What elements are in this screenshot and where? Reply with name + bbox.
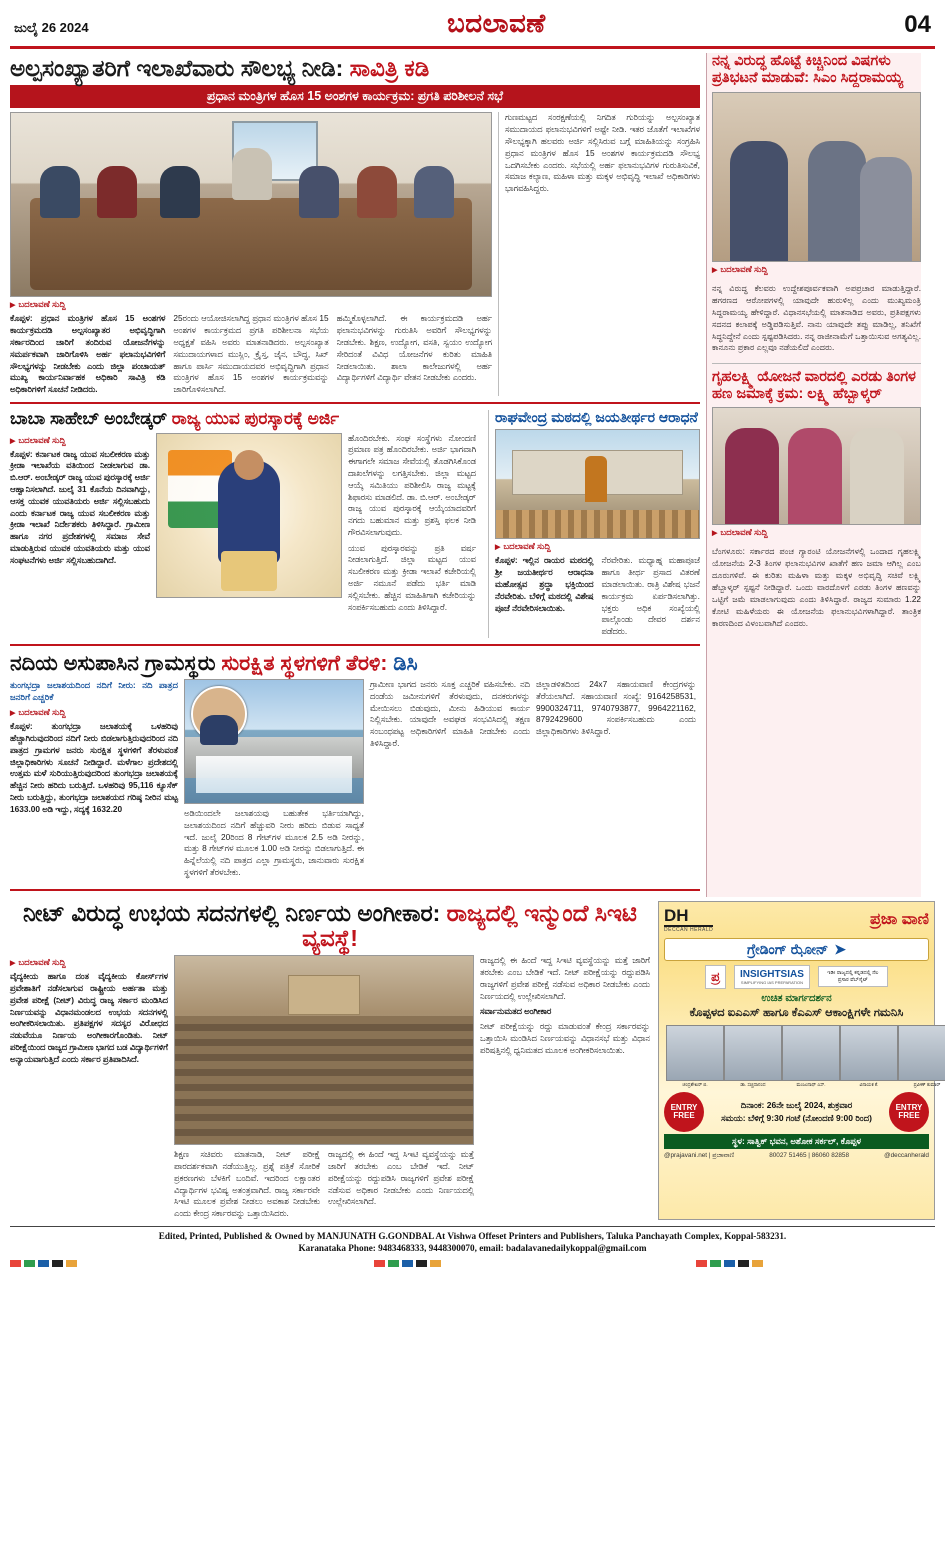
footer-line-2: Karanataka Phone: 9483468333, 9448300070, email: badalavanedailykoppal@gmail.com	[298, 1243, 647, 1254]
neet-story	[10, 901, 650, 1220]
speaker-photo	[666, 1025, 724, 1081]
ad-free-guidance: ಉಚಿತ ಮಾರ್ಗದರ್ಶನ	[761, 992, 832, 1004]
speaker-name: ಡಾ. ಸಚ್ಚಿದಾನಂದ	[740, 1081, 766, 1087]
rail-divider	[712, 363, 921, 364]
lead-headline-part2: ಸಾವಿತ್ರಿ ಕಡಿ	[349, 55, 430, 81]
dam-deck: ತುಂಗಭದ್ರಾ ಜಲಾಶಯದಿಂದ ನದಿಗೆ ನೀರು: ನದಿ ಪಾತ್ರದ ಜನರಿಗೆ ಎಚ್ಚರಿಕೆ	[10, 679, 178, 703]
neet-col1: ವೈದ್ಯಕೀಯ ಹಾಗೂ ದಂತ ವೈದ್ಯಕೀಯ ಕೋರ್ಸ್‌ಗಳ ಪ್ರವೇಶಾತಿಗೆ ನಡೆಸಲಾಗುವ ರಾಷ್ಟ್ರೀಯ ಅರ್ಹತಾ ಮತ್ತು ಪ್ರವೇಶ ಪರೀಕ್ಷೆ (ನೀಟ್) ವಿರುದ್ಧ ರಾಜ್ಯ ಸರ್ಕಾರ ಮಂಡಿಸಿದ ನಿರ್ಣಯವನ್ನು ವಿಧಾನಮಂಡಲದ ಉಭಯ ಸದನಗಳಲ್ಲಿ ಅಂಗೀಕರಿಸಲಾಯಿತು. ಪ್ರತಿಪಕ್ಷಗಳ ಸದಸ್ಯರ ವಿರೋಧದ ನಡುವೆಯೂ ನಿರ್ಣಯ ಅಂಗೀಕಾರಗೊಂಡಿತು. ನೀಟ್ ಪರೀಕ್ಷೆಯಿಂದ ರಾಜ್ಯದ ಗ್ರಾಮೀಣ ಭಾಗದ ಬಡ ವಿದ್ಯಾರ್ಥಿಗಳಿಗೆ ಅನ್ಯಾಯವಾಗುತ್ತಿದೆ ಎಂದು ಸರ್ಕಾರ ಪ್ರತಿಪಾದಿಸಿದೆ.	[10, 971, 168, 1064]
neet-subhead: ಸರ್ವಾನುಮತದ ಅಂಗೀಕಾರ	[480, 1006, 552, 1017]
masthead	[10, 6, 935, 46]
insights-logo: INSIGHTSIAS SIMPLIFYING IAS PREPARATION	[734, 965, 810, 989]
ambedkar-face	[234, 450, 264, 480]
ad-logo-row	[664, 965, 929, 989]
page-number: 04	[904, 11, 931, 38]
temple-headline: ರಾಘವೇಂದ್ರ ಮಠದಲ್ಲಿ ಜಯತೀರ್ಥರ ಆರಾಧನೆ	[495, 408, 698, 425]
lead-photo	[10, 112, 492, 297]
ambedkar-story	[10, 410, 482, 638]
ambedkar-col2: ಹೊಂದಿರಬೇಕು. ಸಂಘ ಸಂಸ್ಥೆಗಳು ನೋಂದಣಿ ಪ್ರಮಾಣ ಪತ್ರ ಹೊಂದಿರಬೇಕು. ಅರ್ಜಿ ಭಾಗವಾಗಿ ಈಗಾಗಲೇ ಸಮಾಜ ಸೇವೆಯಲ್ಲಿ ತೊಡಗಿಸಿಕೊಂಡ ದಾಖಲೆಗಳನ್ನು ಲಗತ್ತಿಸಬೇಕು. ಜಿಲ್ಲಾ ಮಟ್ಟದ ಆಯ್ಕೆ ಸಮಿತಿಯು ಪರಿಶೀಲಿಸಿ ರಾಜ್ಯ ಮಟ್ಟಕ್ಕೆ ಶಿಫಾರಸು ಮಾಡಲಿದೆ. ಡಾ. ಬಿ.ಆರ್. ಅಂಬೇಡ್ಕರ್ ರಾಜ್ಯ ಯುವ ಪುರಸ್ಕಾರಕ್ಕೆ ಆಯ್ಕೆಯಾದವರಿಗೆ ನಗದು ಬಹುಮಾನ ಮತ್ತು ಪ್ರಶಸ್ತಿ ಫಲಕ ನೀಡಿ ಗೌರವಿಸಲಾಗುವುದು. ಯುವ ಪುರಸ್ಕಾರವನ್ನು ಪ್ರತಿ ವರ್ಷ ನೀಡಲಾಗುತ್ತಿದೆ. ಜಿಲ್ಲಾ ಮಟ್ಟದ ಯುವ ಸಬಲೀಕರಣ ಮತ್ತು ಕ್ರೀಡಾ ಇಲಾಖೆ ಕಚೇರಿಯಲ್ಲಿ ಅರ್ಜಿ ನಮೂನೆ ಪಡೆದು ಭರ್ತಿ ಮಾಡಿ ಸಲ್ಲಿಸಬೇಕು. ಹೆಚ್ಚಿನ ಮಾಹಿತಿಗಾಗಿ ಕಚೇರಿಯನ್ನು ಸಂಪರ್ಕಿಸಬಹುದು ಎಂದು ತಿಳಿಸಿದ್ದಾರೆ.	[348, 432, 476, 612]
assembly-photo	[174, 955, 474, 1145]
speaker-podium	[288, 975, 360, 1015]
speaker-name: ಚಂದ್ರಶೇಖರ್ ಬಿ.	[682, 1081, 708, 1087]
grading-zone-banner	[664, 938, 929, 961]
grading-zone-label: ಗ್ರೇಡಿಂಗ್ ಝೋನ್	[746, 940, 829, 957]
dam-water-spray	[196, 756, 353, 793]
temple-story	[488, 410, 700, 638]
neet-headline-part3: ರಾಜ್ಯದಲ್ಲಿ ಇನ್ಮುಂದೆ ಸಿಇಟಿ ವ್ಯವಸ್ಥೆ!	[302, 899, 637, 951]
lead-body-right: ಗುಣಮಟ್ಟದ ಸಂರಕ್ಷಣೆಯಲ್ಲಿ ನಿಗದಿತ ಗುರಿಯನ್ನು ಅಲ್ಪಸಂಖ್ಯಾತ ಸಮುದಾಯದ ಫಲಾನುಭವಿಗಳಿಗೆ ಅಷ್ಟೇ ನೀಡಿ. ಇತರ ಜೊತೆಗೆ ಇಲಾಖೆಗಳ ಸೌಲಭ್ಯಕ್ಕಾಗಿ ಹಲವರು ಅರ್ಜಿ ಸಲ್ಲಿಸಿರುವ ಬಗ್ಗೆ ಮಾಹಿತಿಯನ್ನು ಸಂಗ್ರಹಿಸಿ ಪ್ರಧಾನ ಮಂತ್ರಿಗಳ ಹೊಸ 15 ಅಂಶಗಳ ಕಾರ್ಯಕ್ರಮದಡಿ ಸೌಲಭ್ಯ ಒದಗಿಸಬೇಕು ಎಂದರು. ಸಭೆಯಲ್ಲಿ ಅರ್ಹ ಫಲಾನುಭವಿಗಳ ಗುರುತಿಸುವಿಕೆ, ಸಮಾಜ ಕಲ್ಯಾಣ, ಮಹಿಳಾ ಮತ್ತು ಮಕ್ಕಳ ಅಭಿವೃದ್ಧಿ ಇಲಾಖೆ ಅಧಿಕಾರಿಗಳು ಭಾಗವಹಿಸಿದ್ದರು.	[505, 112, 700, 194]
entry-free-badge-right: ENTRY FREE	[889, 1092, 929, 1132]
emblem-graphic	[221, 551, 277, 591]
dam-story	[10, 652, 700, 883]
rail-body-1: ನನ್ನ ವಿರುದ್ಧ ಕೆಲವರು ಉದ್ದೇಶಪೂರ್ವಕವಾಗಿ ಅಪಪ್ರಚಾರ ಮಾಡುತ್ತಿದ್ದಾರೆ. ಹಗರಣದ ಆರೋಪಗಳಲ್ಲಿ ಯಾವುದೇ ಹುರುಳಿಲ್ಲ ಎಂದು ಮುಖ್ಯಮಂತ್ರಿ ಸಿದ್ದರಾಮಯ್ಯ ಹೇಳಿದ್ದಾರೆ. ವಿಧಾನಸಭೆಯಲ್ಲಿ ಮಾತನಾಡಿದ ಅವರು, ಪ್ರತಿಪಕ್ಷಗಳು ಸದನದ ಕಲಾಪಕ್ಕೆ ಅಡ್ಡಿಪಡಿಸುತ್ತಿವೆ. ನಾನು ಯಾವುದೇ ತಪ್ಪು ಮಾಡಿಲ್ಲ, ತನಿಖೆಗೆ ಸಿದ್ಧನಿದ್ದೇನೆ ಎಂದು ಸ್ಪಷ್ಟಪಡಿಸಿದರು. ನನ್ನ ರಾಜೀನಾಮೆಗೆ ಒತ್ತಾಯಿಸುವ ಅಗತ್ಯವಿಲ್ಲ. ಕಾನೂನು ಪ್ರಕಾರ ಎಲ್ಲವೂ ನಡೆಯಲಿದೆ ಎಂದರು.	[712, 283, 921, 353]
ad-contact-right: @deccanherald	[884, 1152, 929, 1160]
neet-caption: ▶ ಬದಲಾವಣೆ ಸುದ್ದಿ	[10, 957, 168, 968]
entry-free-badge-left: ENTRY FREE	[664, 1092, 704, 1132]
rail-photo-1	[712, 92, 921, 262]
neet-headline	[10, 901, 650, 952]
dam-caption: ▶ ಬದಲಾವಣೆ ಸುದ್ದಿ	[10, 707, 178, 718]
ad-contact-left: @prajavani.net | ಪ್ರಜಾವಾಣಿ	[664, 1152, 735, 1160]
dam-photo	[184, 679, 364, 804]
section-divider-1	[10, 402, 700, 404]
speaker-photo	[898, 1025, 945, 1081]
page-columns	[10, 53, 935, 897]
rail-story-gruhalakshmi	[712, 369, 921, 630]
ad-main-line: ಕೊಪ್ಪಳದ ಐಎಎಸ್ ಹಾಗೂ ಕೆಎಎಸ್ ಆಕಾಂಕ್ಷಿಗಳೇ ಗಮನಿಸಿ	[689, 1006, 904, 1019]
dam-headline-part1: ನದಿಯ ಅಸುಪಾಸಿನ ಗ್ರಾಮಸ್ಥರು	[10, 651, 216, 675]
secondary-row	[10, 410, 700, 638]
deccan-herald-subtext: DECCAN HERALD	[664, 926, 714, 933]
dam-headline-part3: ಡಿಸಿ	[393, 651, 418, 675]
ambedkar-headline-part1: ಬಾಬಾ ಸಾಹೇಬ್ ಅಂಬೇಡ್ಕರ್	[10, 408, 168, 428]
speaker-item	[898, 1025, 945, 1088]
ambedkar-headline	[10, 410, 482, 429]
temple-body: ಕೊಪ್ಪಳ: ಇಲ್ಲಿನ ರಾಯರ ಮಠದಲ್ಲಿ ಶ್ರೀ ಜಯತೀರ್ಥರ ಆರಾಧನಾ ಮಹೋತ್ಸವ ಶ್ರದ್ಧಾ ಭಕ್ತಿಯಿಂದ ನೆರವೇರಿತು. ಬೆಳಿಗ್ಗೆ ಮಠದಲ್ಲಿ ವಿಶೇಷ ಪೂಜೆ ನೆರವೇರಿಸಲಾಯಿತು. ನೆರವೇರಿತು. ಮಧ್ಯಾಹ್ನ ಮಹಾಪೂಜೆ ಹಾಗೂ ತೀರ್ಥ ಪ್ರಸಾದ ವಿತರಣೆ ಮಾಡಲಾಯಿತು. ರಾತ್ರಿ ವಿಶೇಷ ಭಜನೆ ಕಾರ್ಯಕ್ರಮ ಏರ್ಪಡಿಸಲಾಗಿತ್ತು. ಭಕ್ತರು ಅಧಿಕ ಸಂಖ್ಯೆಯಲ್ಲಿ ಪಾಲ್ಗೊಂಡು ದೇವರ ದರ್ಶನ ಪಡೆದರು.	[495, 555, 700, 637]
deccan-herald-logo: DH	[664, 907, 713, 927]
dam-headline	[10, 652, 700, 675]
right-rail	[706, 53, 921, 897]
lead-headline	[10, 55, 700, 81]
speaker-item	[666, 1025, 724, 1088]
advertisement[interactable]	[658, 901, 941, 1220]
chariot-graphic	[585, 456, 607, 502]
ad-time: ಸಮಯ: ಬೆಳಿಗ್ಗೆ 9:30 ಗಂಟೆ (ನೋಂದಣಿ 9:00 ರಿಂದ)	[721, 1113, 872, 1124]
dam-headline-part2: ಸುರಕ್ಷಿತ ಸ್ಥಳಗಳಿಗೆ ತೆರಳಿ:	[221, 651, 388, 675]
print-registration-marks	[10, 1260, 935, 1271]
speaker-photo	[840, 1025, 898, 1081]
section-divider-3	[10, 889, 700, 891]
ad-contact-phone: 80027 51465 | 86060 82858	[769, 1152, 850, 1160]
neet-headline-part2: ಅಂಗೀಕಾರ:	[357, 899, 441, 926]
ambedkar-col1: ಕೊಪ್ಪಳ: ಕರ್ನಾಟಕ ರಾಜ್ಯ ಯುವ ಸಬಲೀಕರಣ ಮತ್ತು ಕ್ರೀಡಾ ಇಲಾಖೆಯ ವತಿಯಿಂದ ನೀಡಲಾಗುವ ಡಾ. ಬಿ.ಆರ್. ಅಂಬೇಡ್ಕರ್ ರಾಜ್ಯ ಯುವ ಪುರಸ್ಕಾರಕ್ಕೆ ಅರ್ಜಿ ಆಹ್ವಾನಿಸಲಾಗಿದೆ. ಜುಲೈ 31 ಕೊನೆಯ ದಿನವಾಗಿದ್ದು, ಆಸಕ್ತ ಯುವಕ ಯುವತಿಯರು ಅರ್ಜಿ ಸಲ್ಲಿಸಬಹುದು ಎಂದು ಕರ್ನಾಟಕ ರಾಜ್ಯ ಯುವ ಸಬಲೀಕರಣ ಮತ್ತು ಕ್ರೀಡಾ ಇಲಾಖೆ ನಿರ್ದೇಶಕರು ತಿಳಿಸಿದ್ದಾರೆ. ಗ್ರಾಮೀಣ ಹಾಗೂ ನಗರ ಪ್ರದೇಶಗಳಲ್ಲಿ ಸಮಾಜ ಸೇವೆ ಮಾಡುತ್ತಿರುವ ಯುವಕ ಯುವತಿಯರು ಮತ್ತು ಯುವ ಸಂಘಟನೆಗಳು ಅರ್ಜಿ ಸಲ್ಲಿಸಬಹುದಾಗಿದೆ.	[10, 448, 150, 565]
main-content	[10, 53, 700, 897]
newspaper-title: ಬದಲಾವಣೆ	[447, 8, 546, 38]
arrow-right-icon: ➤	[834, 940, 847, 957]
crowd-graphic	[496, 510, 699, 538]
speaker-item	[840, 1025, 898, 1088]
speaker-faces	[666, 1025, 941, 1088]
speaker-name: ಪ್ರವೀಣ್ ಕುಮಾರ್	[913, 1081, 941, 1087]
assembly-benches	[175, 1016, 473, 1144]
speaker-item	[782, 1025, 840, 1088]
ad-header	[664, 907, 929, 933]
rail-caption-1: ▶ ಬದಲಾವಣೆ ಸುದ್ದಿ	[712, 264, 921, 275]
speaker-photo	[782, 1025, 840, 1081]
lead-body-left: ಕೊಪ್ಪಳ: ಪ್ರಧಾನ ಮಂತ್ರಿಗಳ ಹೊಸ 15 ಅಂಶಗಳ ಕಾರ್ಯಕ್ರಮದಡಿ ಅಲ್ಪಸಂಖ್ಯಾತರ ಅಭಿವೃದ್ಧಿಗಾಗಿ ಸರ್ಕಾರದಿಂದ ಜಾರಿಗೆ ತಂದಿರುವ ಯೋಜನೆಗಳನ್ನು ಸಮರ್ಪಕವಾಗಿ ಜಾರಿಗೊಳಿಸಿ ಅರ್ಹ ಫಲಾನುಭವಿಗಳಿಗೆ ಸೌಲಭ್ಯಗಳನ್ನು ನೀಡಬೇಕು ಎಂದು ಜಿಲ್ಲಾ ಪಂಚಾಯತ್ ಮುಖ್ಯ ಕಾರ್ಯನಿರ್ವಾಹಕ ಅಧಿಕಾರಿ ಸಾವಿತ್ರಿ ಕಡಿ ಅಧಿಕಾರಿಗಳಿಗೆ ಸೂಚನೆ ನೀಡಿದರು. 25ರಂದು ಆಯೋಜಿಸಲಾಗಿದ್ದ ಪ್ರಧಾನ ಮಂತ್ರಿಗಳ ಹೊಸ 15 ಅಂಶಗಳ ಕಾರ್ಯಕ್ರಮದ ಪ್ರಗತಿ ಪರಿಶೀಲನಾ ಸಭೆಯ ಅಧ್ಯಕ್ಷತೆ ವಹಿಸಿ ಅವರು ಮಾತನಾಡಿದರು. ಅಲ್ಪಸಂಖ್ಯಾತ ಸಮುದಾಯಗಳಾದ ಮುಸ್ಲಿಂ, ಕ್ರೈಸ್ತ, ಜೈನ, ಬೌದ್ಧ, ಸಿಖ್ ಹಾಗೂ ಪಾರ್ಸಿ ಸಮುದಾಯದವರ ಅಭಿವೃದ್ಧಿಗಾಗಿ ಪ್ರಧಾನ ಮಂತ್ರಿಗಳ ಹೊಸ 15 ಅಂಶಗಳ ಕಾರ್ಯಕ್ರಮವನ್ನು ಜಾರಿಗೊಳಿಸಲಾಗಿದೆ. ಹಮ್ಮಿಕೊಳ್ಳಲಾಗಿದೆ. ಈ ಕಾರ್ಯಕ್ರಮದಡಿ ಅರ್ಹ ಫಲಾನುಭವಿಗಳನ್ನು ಗುರುತಿಸಿ ಅವರಿಗೆ ಸೌಲಭ್ಯಗಳನ್ನು ನೀಡಬೇಕು. ಶಿಕ್ಷಣ, ಉದ್ಯೋಗ, ವಸತಿ, ಸ್ವಯಂ ಉದ್ಯೋಗ ಸೇರಿದಂತೆ ವಿವಿಧ ಯೋಜನೆಗಳ ಕುರಿತು ಮಾಹಿತಿ ನೀಡಲಾಯಿತು. ಶಾಲಾ ಕಾಲೇಜುಗಳಲ್ಲಿ ಅರ್ಹ ವಿದ್ಯಾರ್ಥಿಗಳಿಗೆ ವಿದ್ಯಾರ್ಥಿ ವೇತನ ನೀಡಬೇಕು ಎಂದರು.	[10, 313, 492, 395]
rail-caption-2: ▶ ಬದಲಾವಣೆ ಸುದ್ದಿ	[712, 527, 921, 538]
neet-col4: ನೀಟ್ ಪರೀಕ್ಷೆಯನ್ನು ರದ್ದು ಮಾಡುವಂತೆ ಕೇಂದ್ರ ಸರ್ಕಾರವನ್ನು ಒತ್ತಾಯಿಸಿ ಮಂಡಿಸಿದ ನಿರ್ಣಯವನ್ನು ವಿಧಾನಸಭೆ ಮತ್ತು ವಿಧಾನ ಪರಿಷತ್ತಿನಲ್ಲಿ ಧ್ವನಿಮತದ ಮೂಲಕ ಅಂಗೀಕರಿಸಲಾಯಿತು.	[480, 1021, 650, 1055]
kannada-note: ಇಡೀ ರಾಜ್ಯದಲ್ಲಿ ಕನ್ನಡದಲ್ಲಿ ನೆಲ ಪ್ರಸಾರ ವೆಬ್‌ಸೈಟ್	[818, 966, 888, 988]
rail-headline-2: ಗೃಹಲಕ್ಷ್ಮಿ ಯೋಜನೆ ವಾರದಲ್ಲಿ ಎರಡು ತಿಂಗಳ ಹಣ ಜಮಾಕ್ಕೆ ಕ್ರಮ: ಲಕ್ಷ್ಮಿ ಹೆಬ್ಬಾಳ್ಕರ್	[712, 368, 916, 402]
ambedkar-caption: ▶ ಬದಲಾವಣೆ ಸುದ್ದಿ	[10, 435, 150, 446]
ambedkar-headline-part2: ರಾಜ್ಯ ಯುವ ಪುರಸ್ಕಾರಕ್ಕೆ ಅರ್ಜಿ	[171, 408, 340, 428]
rail-headline-1: ನನ್ನ ವಿರುದ್ಧ ಹೊಟ್ಟೆ ಕಿಚ್ಚಿನಿಂದ ವಿಷಗಳು ಪ್ರತಿಭಟನೆ ಮಾಡುವೆ: ಸಿಎಂ ಸಿದ್ದರಾಮಯ್ಯ	[712, 53, 904, 87]
temple-caption: ▶ ಬದಲಾವಣೆ ಸುದ್ದಿ	[495, 541, 700, 552]
neet-col3: ರಾಜ್ಯದಲ್ಲಿ ಈ ಹಿಂದೆ ಇದ್ದ ಸಿಇಟಿ ವ್ಯವಸ್ಥೆಯನ್ನು ಮತ್ತೆ ಜಾರಿಗೆ ತರಬೇಕು ಎಂಬ ಬೇಡಿಕೆ ಇದೆ. ನೀಟ್ ಪರೀಕ್ಷೆಯನ್ನು ರದ್ದುಪಡಿಸಿ ರಾಜ್ಯಗಳಿಗೆ ಪ್ರವೇಶ ಪರೀಕ್ಷೆ ನಡೆಸುವ ಅಧಿಕಾರ ನೀಡಬೇಕು ಎಂದು ನಿರ್ಣಯದಲ್ಲಿ ಉಲ್ಲೇಖಿಸಲಾಗಿದೆ.	[480, 955, 650, 1001]
lead-subbar: ಪ್ರಧಾನ ಮಂತ್ರಿಗಳ ಹೊಸ 15 ಅಂಶಗಳ ಕಾರ್ಯಕ್ರಮ: ಪ್ರಗತಿ ಪರಿಶೀಲನೆ ಸಭೆ	[10, 85, 700, 108]
speaker-photo	[724, 1025, 782, 1081]
lead-story	[10, 55, 700, 396]
bottom-row	[10, 899, 941, 1220]
speaker-name: ಮಂಜುನಾಥ್ ಎಸ್.	[796, 1081, 826, 1087]
masthead-divider	[10, 46, 935, 49]
lead-headline-part1: ಅಲ್ಪಸಂಖ್ಯಾತರಿಗೆ ಇಲಾಖೆವಾರು ಸೌಲಭ್ಯ ನೀಡಿ:	[10, 55, 344, 81]
ad-venue: ಸ್ಥಳ: ಸಾತ್ವಿಕ್ ಭವನ, ಅಶೋಕ ಸರ್ಕಲ್, ಕೊಪ್ಪಳ	[664, 1134, 929, 1149]
ad-date: ದಿನಾಂಕ: 26ನೇ ಜುಲೈ 2024, ಶುಕ್ರವಾರ	[740, 1100, 853, 1111]
dam-col2: ಅಡಿಯಿಂದಲೇ ಜಲಾಶಯವು ಬಹುತೇಕ ಭರ್ತಿಯಾಗಿದ್ದು, ಜಲಾಶಯದಿಂದ ನದಿಗೆ ಹೆಚ್ಚುವರಿ ನೀರು ಹರಿದು ಬಿಡುವ ಸಾಧ್ಯತೆ ಇದೆ. ಜುಲೈ 20ರಿಂದ 8 ಗೇಟ್‌ಗಳ ಮೂಲಕ 2.5 ಅಡಿ ನೀರನ್ನು, ಮತ್ತು 8 ಗೇಟ್‌ಗಳ ಮೂಲಕ 1.00 ಅಡಿ ನೀರನ್ನು ಬಿಡಲಾಗುತ್ತಿದೆ. ಈ ಹಿನ್ನೆಲೆಯಲ್ಲಿ ನದಿ ಪಾತ್ರದ ಎಲ್ಲಾ ಗ್ರಾಮಸ್ಥರು, ಜಾನುವಾರು ಸುರಕ್ಷಿತ ಸ್ಥಳಗಳಿಗೆ ತೆರಳಬೇಕು.	[184, 807, 364, 877]
rail-story-cm	[712, 53, 921, 354]
prajavani-logo: ಪ್ರಜಾ ವಾಣಿ	[869, 910, 929, 928]
official-portrait-inset	[191, 686, 247, 742]
dam-col4: ಜಿಲ್ಲಾಡಳಿತದಿಂದ 24x7 ಸಹಾಯವಾಣಿ ಕೇಂದ್ರಗಳನ್ನು ತೆರೆಯಲಾಗಿದೆ. ಸಹಾಯವಾಣಿ ಸಂಖ್ಯೆ: 9164258531, 9900324711, 9740793877, 9964221162, 8792429600 ಸಂಪರ್ಕಿಸಬಹುದು ಎಂದು ಜಿಲ್ಲಾಧಿಕಾರಿಗಳು ತಿಳಿಸಿದ್ದಾರೆ.	[536, 678, 696, 737]
partner-logo-1: ಪ್ರ	[705, 965, 726, 989]
dam-col1: ಕೊಪ್ಪಳ: ತುಂಗಭದ್ರಾ ಜಲಾಶಯಕ್ಕೆ ಒಳಹರಿವು ಹೆಚ್ಚಾಗಿರುವುದರಿಂದ ನದಿಗೆ ನೀರು ಬಿಡಲಾಗುತ್ತಿರುವುದರಿಂದ ನದಿ ಪಾತ್ರದ ಗ್ರಾಮಗಳ ಜನರು ಸುರಕ್ಷಿತ ಸ್ಥಳಗಳಿಗೆ ತೆರಳುವಂತೆ ಜಿಲ್ಲಾಧಿಕಾರಿಗಳು ಸೂಚನೆ ನೀಡಿದ್ದಾರೆ. ಮಳೆಗಾಲ ಪ್ರದೇಶದಲ್ಲಿ ಉತ್ತಮ ಮಳೆ ಸುರಿಯುತ್ತಿರುವುದರಿಂದ ತುಂಗಭದ್ರಾ ಜಲಾಶಯಕ್ಕೆ ಹೆಚ್ಚಿನ ನೀರು ಹರಿದು ಬರುತ್ತಿದೆ. ಒಳಹರಿವು 95,116 ಕ್ಯೂಸೆಕ್ ನೀರು ಬರುತ್ತಿದ್ದು, ತುಂಗಭದ್ರಾ ಜಲಾಶಯದ ಗರಿಷ್ಠ ನೀರಿನ ಮಟ್ಟ 1633.00 ಅಡಿ ಇದ್ದು, ಸದ್ಯಕ್ಕೆ 1632.20	[10, 721, 178, 814]
speaker-item	[724, 1025, 782, 1088]
page-footer	[10, 1226, 935, 1255]
neet-headline-part1: ನೀಟ್ ವಿರುದ್ಧ ಉಭಯ ಸದನಗಳಲ್ಲಿ ನಿರ್ಣಯ	[23, 899, 352, 926]
lead-photo-caption: ▶ ಬದಲಾವಣೆ ಸುದ್ದಿ	[10, 299, 492, 310]
temple-photo	[495, 429, 700, 539]
issue-date: ಜುಲೈ 26 2024	[14, 20, 89, 35]
footer-line-1: Edited, Printed, Published & Owned by MANJUNATH G.GONDBAL At Vishwa Offeset Printers and Publishers, Taluka Panchayath Complex, Koppal-583231.	[158, 1230, 787, 1241]
section-divider-2	[10, 644, 700, 646]
ambedkar-illustration	[156, 433, 342, 598]
neet-col2: ಶಿಕ್ಷಣ ಸಚಿವರು ಮಾತನಾಡಿ, ನೀಟ್ ಪರೀಕ್ಷೆ ಪಾರದರ್ಶಕವಾಗಿ ನಡೆಯುತ್ತಿಲ್ಲ. ಪ್ರಶ್ನೆ ಪತ್ರಿಕೆ ಸೋರಿಕೆ ಪ್ರಕರಣಗಳು ಬೆಳಕಿಗೆ ಬಂದಿವೆ. ಇದರಿಂದ ಲಕ್ಷಾಂತರ ವಿದ್ಯಾರ್ಥಿಗಳ ಭವಿಷ್ಯ ಅತಂತ್ರವಾಗಿದೆ. ರಾಜ್ಯ ಸರ್ಕಾರವೇ ಸಿಇಟಿ ಮೂಲಕ ಪ್ರವೇಶ ನೀಡಲು ಅವಕಾಶ ನೀಡಬೇಕು ಎಂದು ಕೇಂದ್ರ ಸರ್ಕಾರವನ್ನು ಒತ್ತಾಯಿಸಿದರು. ರಾಜ್ಯದಲ್ಲಿ ಈ ಹಿಂದೆ ಇದ್ದ ಸಿಇಟಿ ವ್ಯವಸ್ಥೆಯನ್ನು ಮತ್ತೆ ಜಾರಿಗೆ ತರಬೇಕು ಎಂಬ ಬೇಡಿಕೆ ಇದೆ. ನೀಟ್ ಪರೀಕ್ಷೆಯನ್ನು ರದ್ದುಪಡಿಸಿ ರಾಜ್ಯಗಳಿಗೆ ಪ್ರವೇಶ ಪರೀಕ್ಷೆ ನಡೆಸುವ ಅಧಿಕಾರ ನೀಡಬೇಕು ಎಂದು ನಿರ್ಣಯದಲ್ಲಿ ಉಲ್ಲೇಖಿಸಲಾಗಿದೆ.	[174, 1149, 474, 1219]
speaker-name: ವಿನಾಯಕ ಕೆ.	[859, 1081, 879, 1087]
dam-col3: ಗ್ರಾಮೀಣ ಭಾಗದ ಜನರು ಸೂಕ್ತ ಎಚ್ಚರಿಕೆ ವಹಿಸಬೇಕು. ನದಿ ದಂಡೆಯ ಜಮೀನುಗಳಿಗೆ ತೆರಳುವುದು, ದನಕರುಗಳನ್ನು ಮೇಯಿಸಲು ಬಿಡುವುದು, ಮೀನು ಹಿಡಿಯುವ ಕಾರ್ಯ ನಿಲ್ಲಿಸಬೇಕು. ಯಾವುದೇ ಅವಘಡ ಸಂಭವಿಸಿದಲ್ಲಿ ತಕ್ಷಣ ಸಂಬಂಧಪಟ್ಟ ಅಧಿಕಾರಿಗಳಿಗೆ ಮಾಹಿತಿ ನೀಡಬೇಕು ಎಂದು ತಿಳಿಸಿದ್ದಾರೆ.	[370, 678, 530, 748]
ad-contact-row	[664, 1152, 929, 1160]
rail-body-2: ಬೆಂಗಳೂರು: ಸರ್ಕಾರದ ಪಂಚ ಗ್ಯಾರಂಟಿ ಯೋಜನೆಗಳಲ್ಲಿ ಒಂದಾದ ಗೃಹಲಕ್ಷ್ಮಿ ಯೋಜನೆಯ 2-3 ತಿಂಗಳ ಫಲಾನುಭವಿಗಳ ಖಾತೆಗೆ ಹಣ ಜಮಾ ಆಗಿಲ್ಲ ಎಂಬ ದೂರುಗಳಿವೆ. ಈ ಕುರಿತು ಮಹಿಳಾ ಮತ್ತು ಮಕ್ಕಳ ಅಭಿವೃದ್ಧಿ ಸಚಿವೆ ಲಕ್ಷ್ಮಿ ಹೆಬ್ಬಾಳ್ಕರ್ ಸ್ಪಷ್ಟನೆ ನೀಡಿದ್ದಾರೆ. ಒಂದು ವಾರದೊಳಗೆ ಎರಡು ತಿಂಗಳ ಹಣವನ್ನು ಒಟ್ಟಿಗೆ ಜಮೆ ಮಾಡಲಾಗುವುದು ಎಂದು ತಿಳಿಸಿದ್ದಾರೆ. ರಾಜ್ಯದ ಸುಮಾರು 1.22 ಕೋಟಿ ಮಹಿಳೆಯರು ಈ ಯೋಜನೆಯ ಫಲಾನುಭವಿಗಳಾಗಿದ್ದಾರೆ. ತಾಂತ್ರಿಕ ಕಾರಣದಿಂದ ವಿಳಂಬವಾಗಿದೆ ಎಂದರು.	[712, 547, 921, 628]
rail-photo-2	[712, 407, 921, 525]
